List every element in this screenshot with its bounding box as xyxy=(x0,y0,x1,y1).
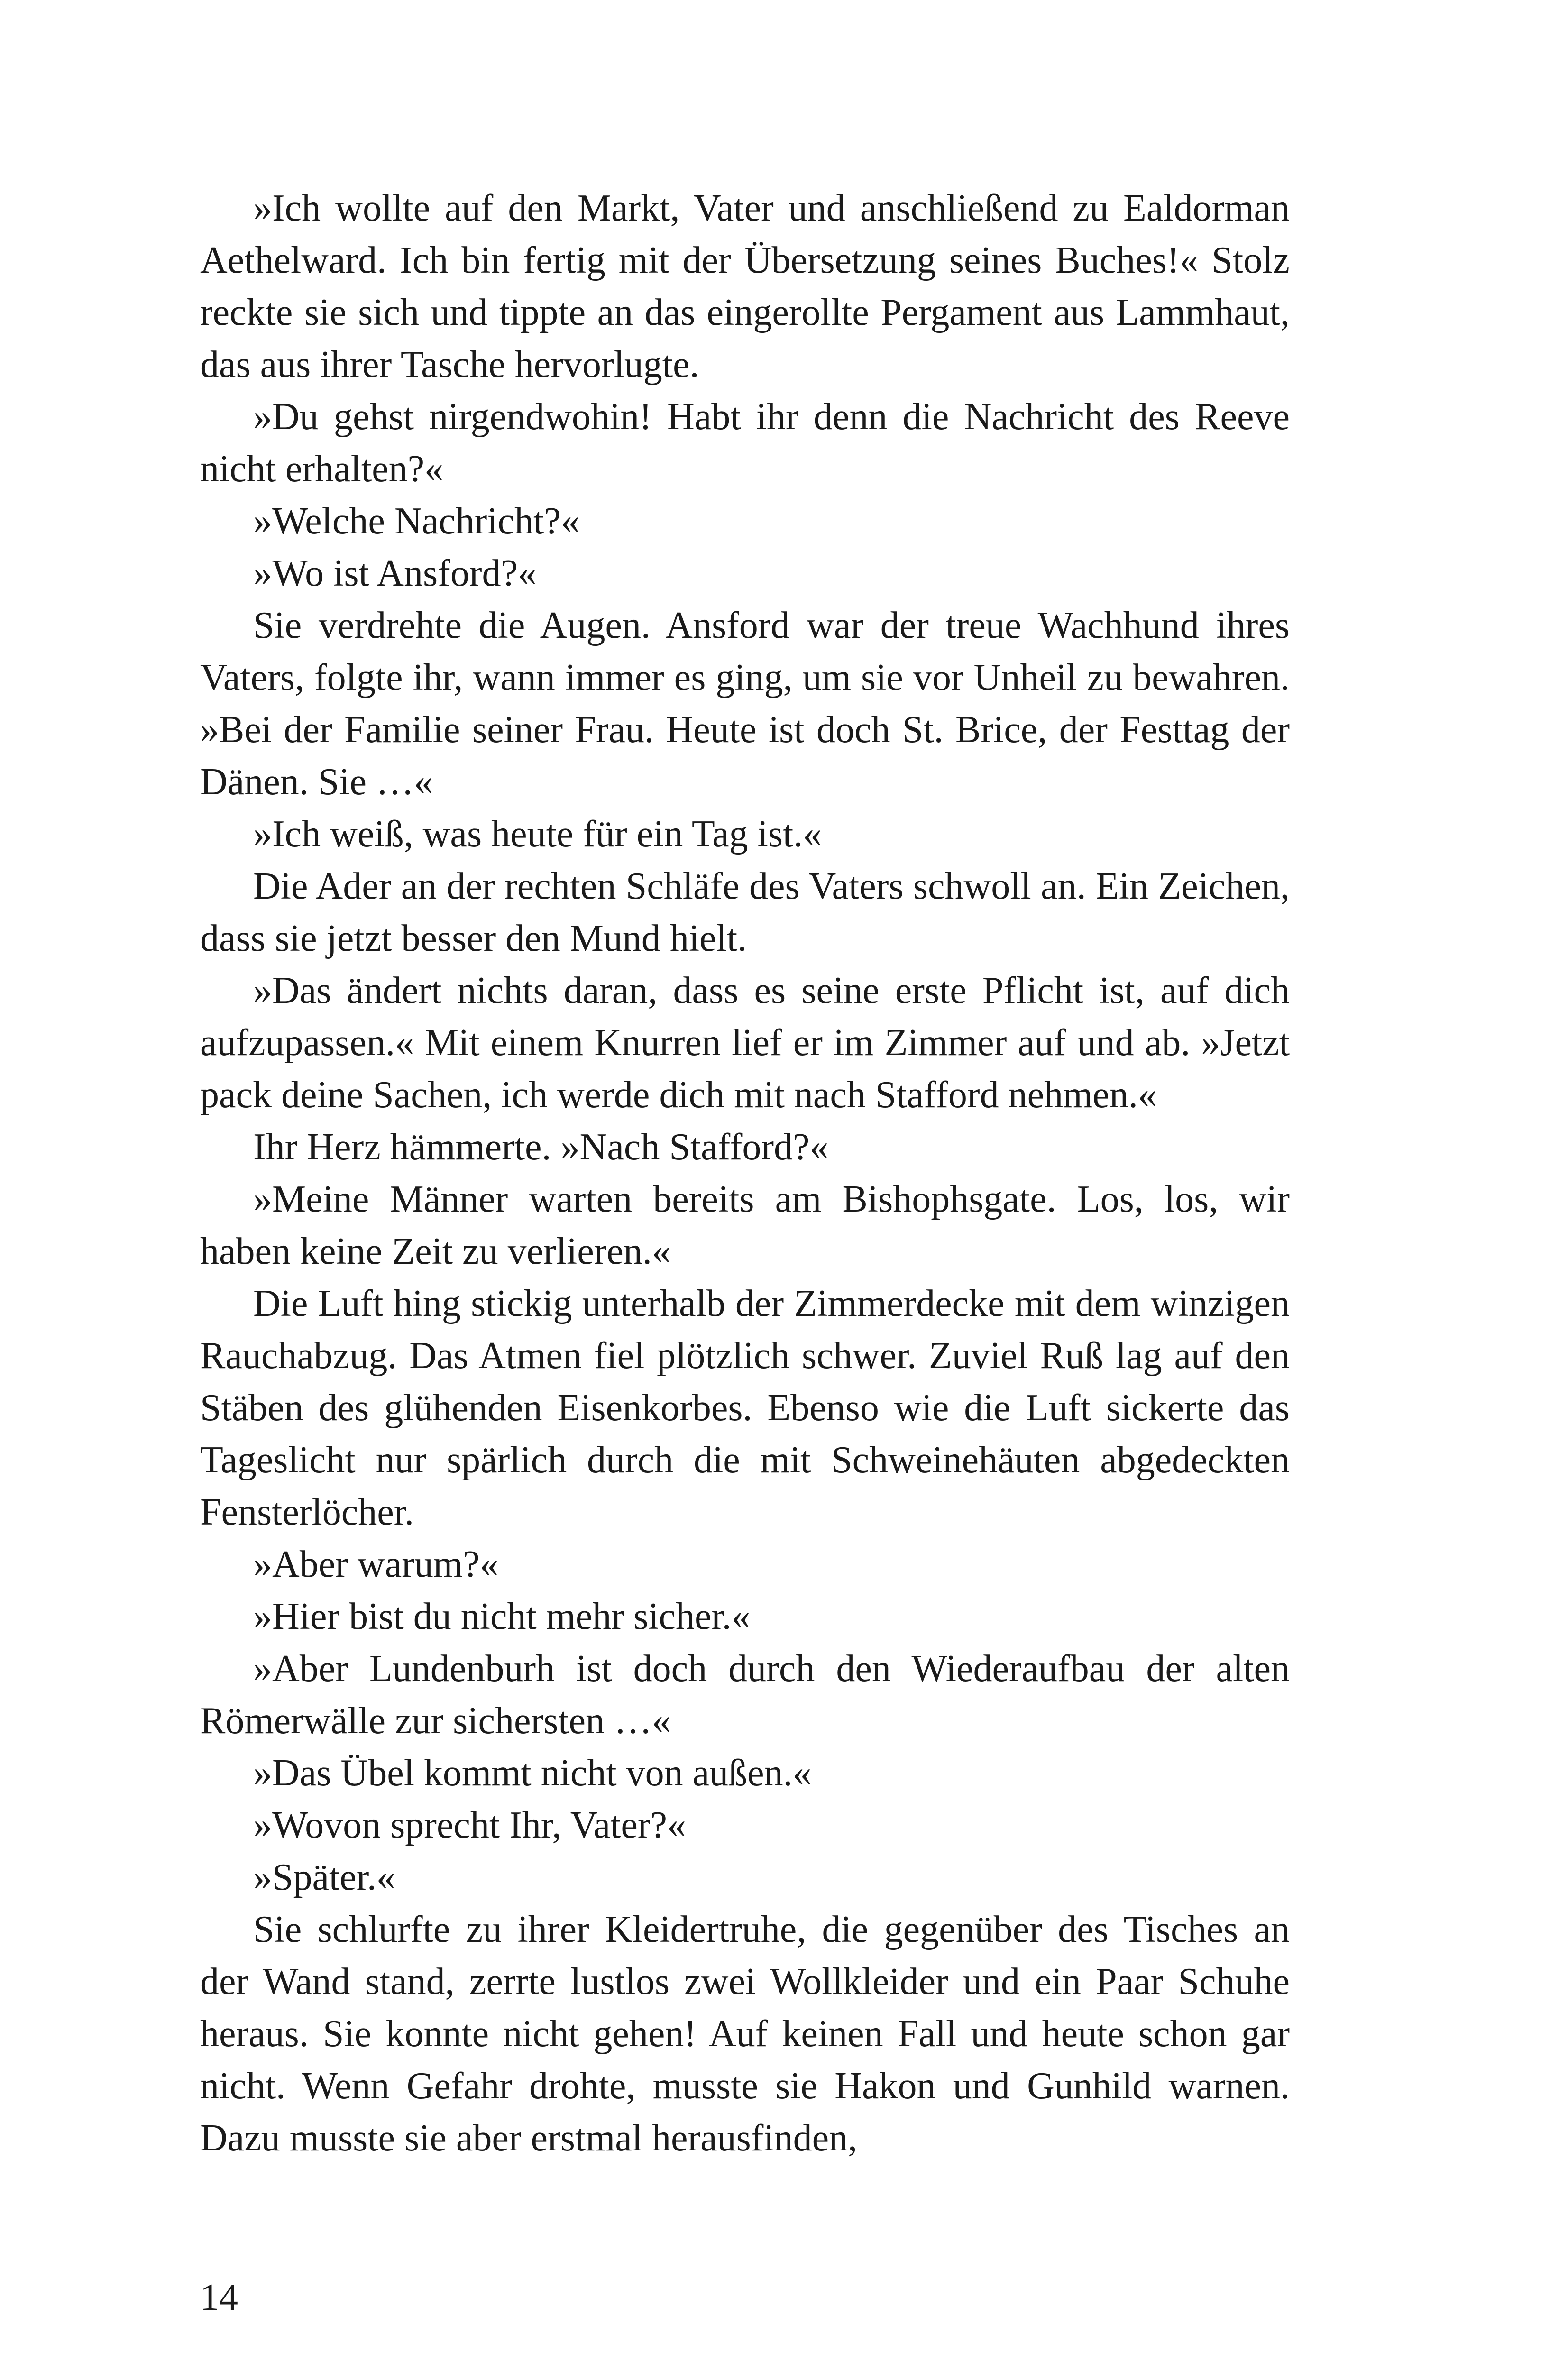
paragraph: »Wo ist Ansford?« xyxy=(253,552,537,594)
paragraph: Die Luft hing stickig unterhalb der Zimmerdecke mit dem winzigen Rauchabzug. Das Atmen fiel plötzlich schwer. Zuviel Ruß lag auf den Stäben des glühenden Eisenkorbes. Ebenso wie die Luft sickerte das Tageslicht nur spärlich durch die mit Schweinehäuten abgedeckten Fensterlöcher. xyxy=(200,1283,1290,1533)
paragraph: »Ich wollte auf den Markt, Vater und anschließend zu Ealdorman Aethelward. Ich bin fertig mit der Übersetzung seines Buches!« Stolz reckte sie sich und tippte an das eingerollte Pergament aus Lammhaut, das aus ihrer Tasche hervorlugte. xyxy=(200,187,1290,386)
paragraph: Ihr Herz hämmerte. »Nach Stafford?« xyxy=(253,1126,829,1168)
body-text xyxy=(200,182,1290,2164)
paragraph: Die Ader an der rechten Schläfe des Vaters schwoll an. Ein Zeichen, dass sie jetzt besser den Mund hielt. xyxy=(200,865,1290,959)
paragraph: »Ich weiß, was heute für ein Tag ist.« xyxy=(253,813,822,855)
paragraph: Sie verdrehte die Augen. Ansford war der treue Wachhund ihres Vaters, folgte ihr, wann immer es ging, um sie vor Unheil zu bewahren. »Bei der Familie seiner Frau. Heute ist doch St. Brice, der Festtag der Dänen. Sie …« xyxy=(200,605,1290,803)
paragraph: »Später.« xyxy=(253,1856,395,1898)
paragraph: »Das ändert nichts daran, dass es seine erste Pflicht ist, auf dich aufzupassen.« Mit einem Knurren lief er im Zimmer auf und ab. »Jetzt pack deine Sachen, ich werde dich mit nach Stafford nehmen.« xyxy=(200,970,1290,1116)
paragraph: »Aber Lundenburh ist doch durch den Wiederaufbau der alten Römerwälle zur sichersten …« xyxy=(200,1648,1290,1742)
paragraph: »Wovon sprecht Ihr, Vater?« xyxy=(253,1804,687,1846)
paragraph: »Das Übel kommt nicht von außen.« xyxy=(253,1752,812,1794)
paragraph: »Meine Männer warten bereits am Bishophsgate. Los, los, wir haben keine Zeit zu verlieren.« xyxy=(200,1178,1290,1272)
paragraph: »Hier bist du nicht mehr sicher.« xyxy=(253,1596,751,1637)
paragraph: Sie schlurfte zu ihrer Kleidertruhe, die gegenüber des Tisches an der Wand stand, zerrte lustlos zwei Wollkleider und ein Paar Schuhe heraus. Sie konnte nicht gehen! Auf keinen Fall und heute schon gar nicht. Wenn Gefahr drohte, musste sie Hakon und Gunhild warnen. Dazu musste sie aber erstmal herausfinden, xyxy=(200,1909,1290,2159)
paragraph: »Welche Nachricht?« xyxy=(253,500,580,542)
paragraph: »Du gehst nirgendwohin! Habt ihr denn die Nachricht des Reeve nicht erhalten?« xyxy=(200,396,1290,490)
page-number: 14 xyxy=(200,2277,238,2318)
paragraph: »Aber warum?« xyxy=(253,1544,499,1585)
